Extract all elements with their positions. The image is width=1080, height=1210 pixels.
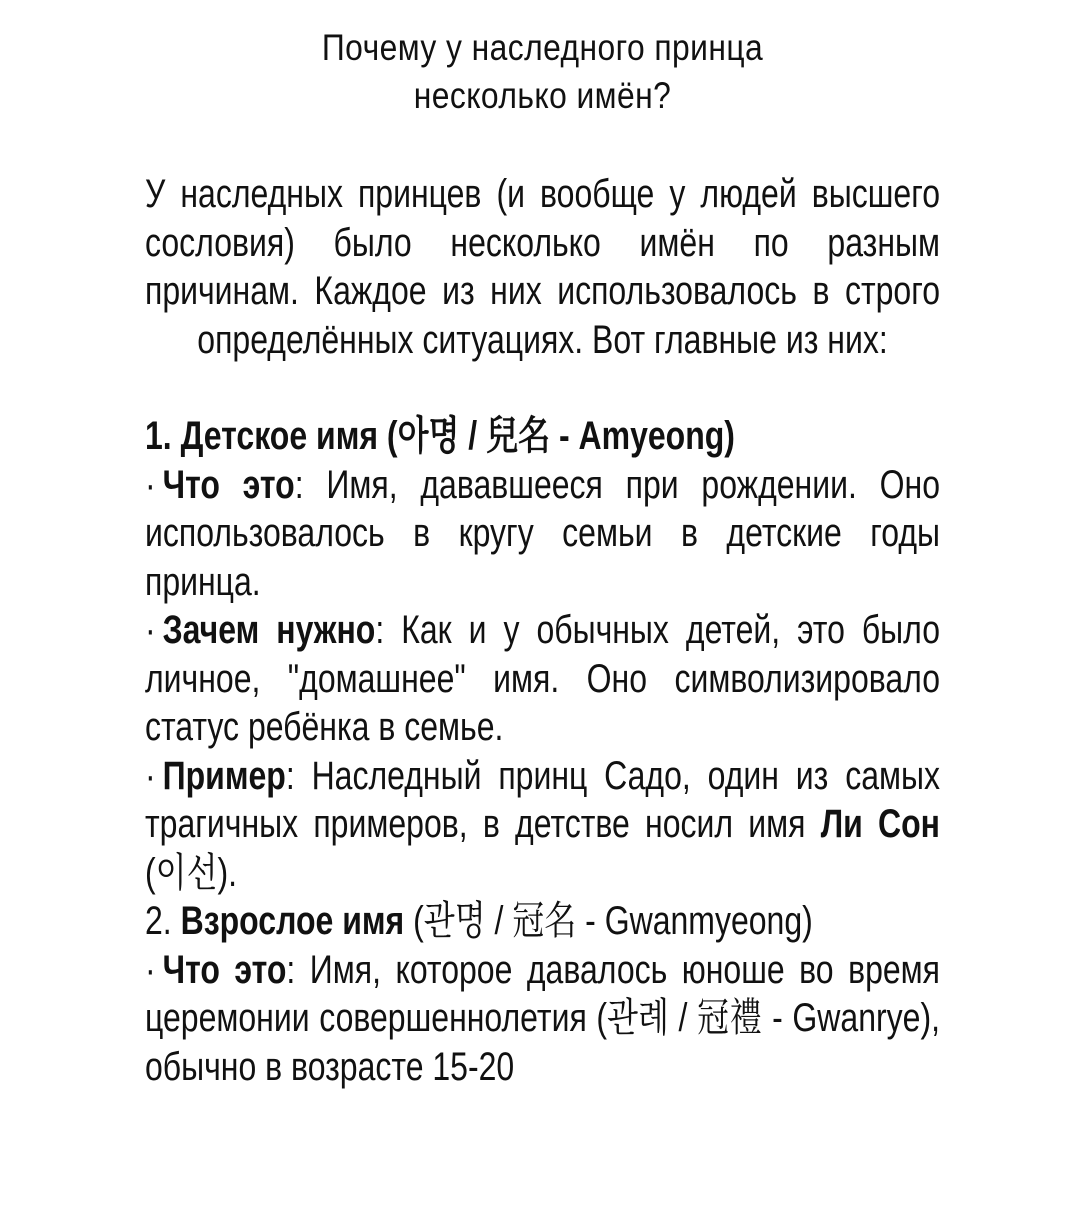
section-childhood-name [145, 412, 940, 897]
bullet-text-after: (이선). [145, 850, 238, 895]
intro-paragraph [145, 170, 940, 364]
intro-text: У наследных принцев (и вообще у людей высшего сословия) было несколько имён по разным причинам. Каждое из них использовалось в строго определённых ситуациях. Вот главные из них: [145, 172, 940, 362]
title-line-2: несколько имён? [413, 75, 672, 116]
bullet-icon: · [145, 462, 156, 507]
bullet-text: : Имя, дававшееся при рождении. Оно использовалось в кругу семьи в детские годы принца. [145, 462, 940, 604]
bullet-icon: · [145, 608, 156, 652]
bullet-text: : Имя, которое давалось юноше во время церемонии совершеннолетия (관례 / 冠禮 - Gwanrye), обычно в возрасте 15-20 [145, 947, 941, 1089]
title-line-1: Почему у наследного принца [321, 27, 764, 68]
document-page [145, 24, 940, 1091]
section-adult-name [145, 897, 940, 1091]
spacer [145, 364, 940, 412]
bullet-label: Зачем нужно [162, 608, 376, 652]
bullet-what-is-it [145, 946, 940, 1092]
section-heading [145, 412, 940, 461]
bullet-text: : Наследный принц Садо, один из самых трагичных примеров, в детстве носил имя [145, 753, 940, 846]
bullet-text: : Как и у обычных детей, это было личное, "домашнее" имя. Оно символизировало статус ребёнка в семье. [145, 608, 940, 749]
section-heading [145, 897, 940, 946]
page-title [201, 24, 885, 120]
bullet-example [145, 752, 940, 898]
bullet-icon: · [145, 947, 156, 992]
bullet-what-is-it [145, 461, 940, 607]
heading-childhood-name: 1. Детское имя (아명 / 兒名 - Amyeong) [145, 414, 735, 458]
bullet-icon: · [145, 753, 156, 798]
heading-adult-name: Взрослое имя [180, 899, 405, 943]
bullet-label: Что это [162, 462, 295, 507]
bullet-label: Что это [162, 947, 287, 992]
highlighted-name: Ли Сон [820, 802, 941, 846]
bullet-why-needed [145, 606, 940, 752]
bullet-label: Пример [162, 753, 286, 798]
heading-rest: (관명 / 冠名 - Gwanmyeong) [404, 899, 813, 943]
heading-number: 2. [145, 899, 172, 943]
